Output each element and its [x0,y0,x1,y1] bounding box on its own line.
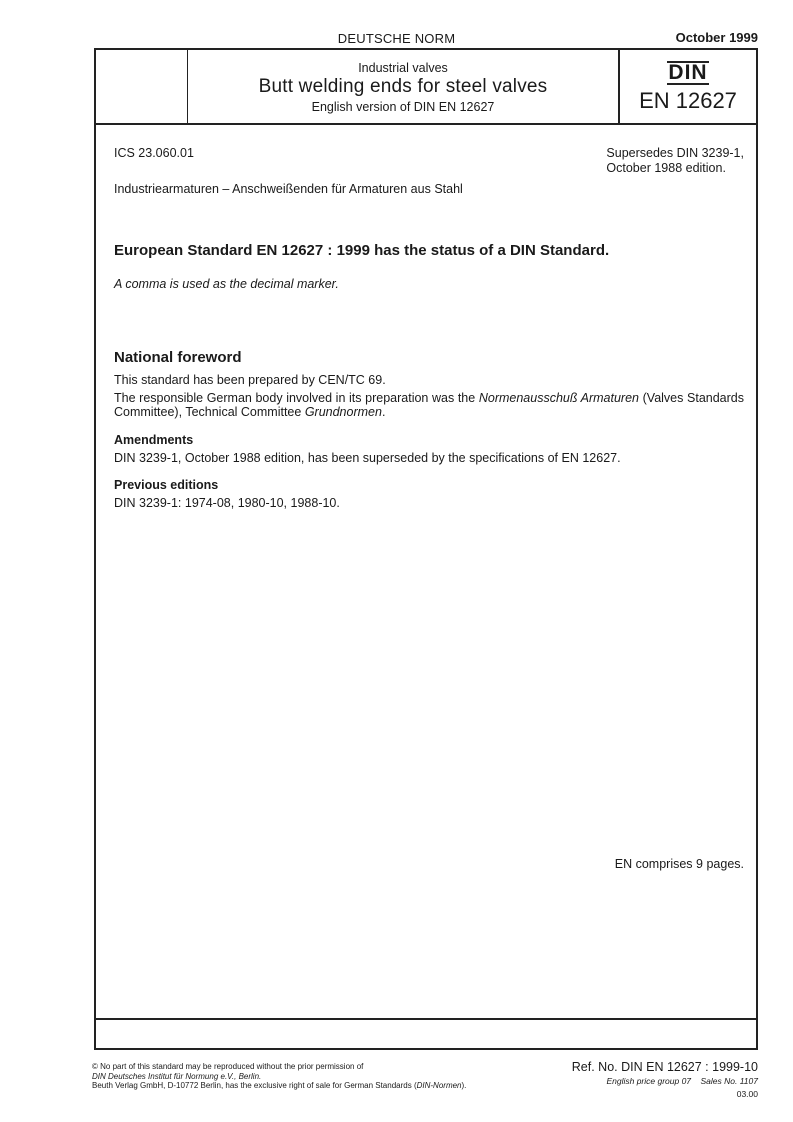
amendments-text: DIN 3239-1, October 1988 edition, has been superseded by the specifications of EN 12627. [114,451,621,465]
publication-date: October 1999 [675,30,758,45]
supersedes-note [606,146,744,176]
copyright-line-1: © No part of this standard may be reproduced without the prior permission of [92,1062,364,1071]
previous-editions-heading: Previous editions [114,478,219,492]
title-block-left-cell [96,50,188,123]
national-foreword-heading: National foreword [114,349,242,366]
reference-number: Ref. No. DIN EN 12627 : 1999-10 [571,1060,758,1074]
reference-block [572,1060,758,1099]
decimal-marker-note: A comma is used as the decimal marker. [114,277,339,291]
title-block-center [188,50,618,123]
foreword-text: The responsible German body involved in its preparation was the [114,391,479,405]
document-subtitle: Industrial valves [358,61,448,75]
title-block-right [618,50,756,123]
foreword-text: . [381,405,386,419]
title-block [96,50,756,125]
amendments-heading: Amendments [114,433,194,447]
english-version-note: English version of DIN EN 12627 [311,100,495,114]
german-title: Industriearmaturen – Anschweißenden für Armaturen aus Stahl [114,182,463,196]
national-foreword-paragraph-1: This standard has been prepared by CEN/TC 69. [114,373,386,387]
document-title: Butt welding ends for steel valves [258,76,548,97]
edition-code: 03.00 [736,1089,758,1099]
price-info [572,1076,758,1086]
technical-committee-name: Grundnormen [304,405,382,419]
ics-code: ICS 23.060.01 [114,146,194,160]
sales-number: Sales No. 1107 [700,1076,758,1086]
document-frame [94,48,758,1020]
national-foreword-paragraph-2 [114,391,744,419]
document-type-label: DEUTSCHE NORM [337,31,456,46]
previous-editions-text: DIN 3239-1: 1974-08, 1980-10, 1988-10. [114,496,340,510]
committee-name: Normenausschuß Armaturen [478,391,640,405]
page-count-note: EN comprises 9 pages. [614,857,744,871]
foreword-text: (Valves Standards Committee), Technical Committee [114,391,744,419]
din-logo-icon: DIN [668,61,708,84]
price-group: English price group 07 [606,1076,692,1086]
frame-footer-strip [94,1020,758,1050]
copyright-line-3: Beuth Verlag GmbH, D-10772 Berlin, has the exclusive right of sale for German Standards (DIN-Normen). [92,1081,467,1090]
copyright-line-2: DIN Deutsches Institut für Normung e.V., Berlin. [92,1071,262,1081]
supersedes-line-2: October 1988 edition. [606,161,726,175]
document-number: EN 12627 [639,88,737,113]
copyright-notice [92,1062,542,1091]
status-statement: European Standard EN 12627 : 1999 has the status of a DIN Standard. [114,242,610,259]
supersedes-line-1: Supersedes DIN 3239-1, [606,146,744,160]
